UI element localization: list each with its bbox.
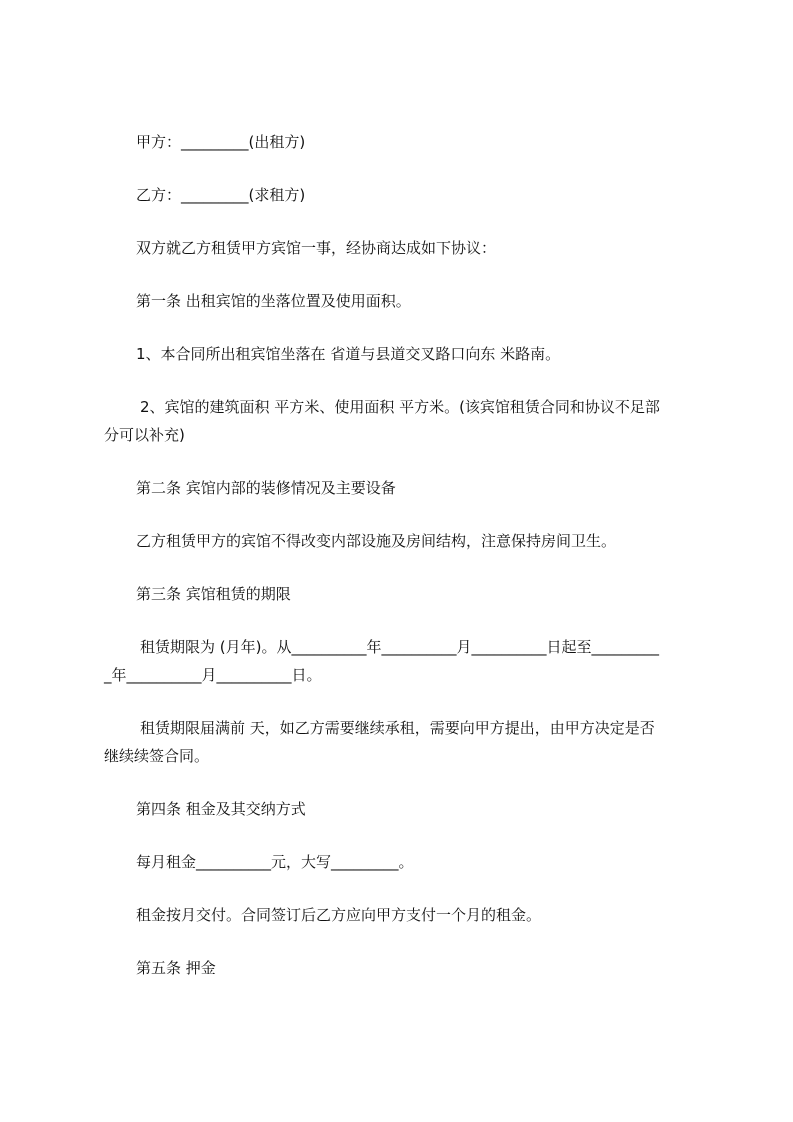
article-2-text: 乙方租赁甲方的宾馆不得改变内部设施及房间结构，注意保持房间卫生。 [136,532,617,550]
rent-payment-line: 租金按月交付。合同签订后乙方应向甲方支付一个月的租金。 [136,906,542,924]
article-1-item-2: 2、宾馆的建筑面积 平方米、使用面积 平方米。(该宾馆租赁合同和协议不足部 [140,398,660,416]
renewal-line: 租赁期限届满前 天，如乙方需要继续承租，需要向甲方提出，由甲方决定是否 [140,719,655,737]
monthly-rent-line: 每月租金__________元，大写_________。 [136,853,414,871]
lease-term-line-continued: _年__________月__________日。 [104,666,322,684]
party-a-line: 甲方：_________(出租方) [136,133,306,151]
renewal-line-continued: 继续续签合同。 [104,747,210,765]
article-1-heading: 第一条 出租宾馆的坐落位置及使用面积。 [136,292,411,310]
article-5-heading: 第五条 押金 [136,959,216,977]
article-4-heading: 第四条 租金及其交纳方式 [136,800,306,818]
article-1-item-1: 1、本合同所出租宾馆坐落在 省道与县道交叉路口向东 米路南。 [136,345,561,363]
article-1-item-2-continued: 分可以补充) [104,426,185,444]
article-2-heading: 第二条 宾馆内部的装修情况及主要设备 [136,479,396,497]
lease-term-line: 租赁期限为 (月年)。从__________年__________月__________日起至_________ [140,638,659,656]
agreement-intro: 双方就乙方租赁甲方宾馆一事，经协商达成如下协议： [136,239,497,257]
article-3-heading: 第三条 宾馆租赁的期限 [136,585,291,603]
party-b-line: 乙方：_________(求租方) [136,186,306,204]
